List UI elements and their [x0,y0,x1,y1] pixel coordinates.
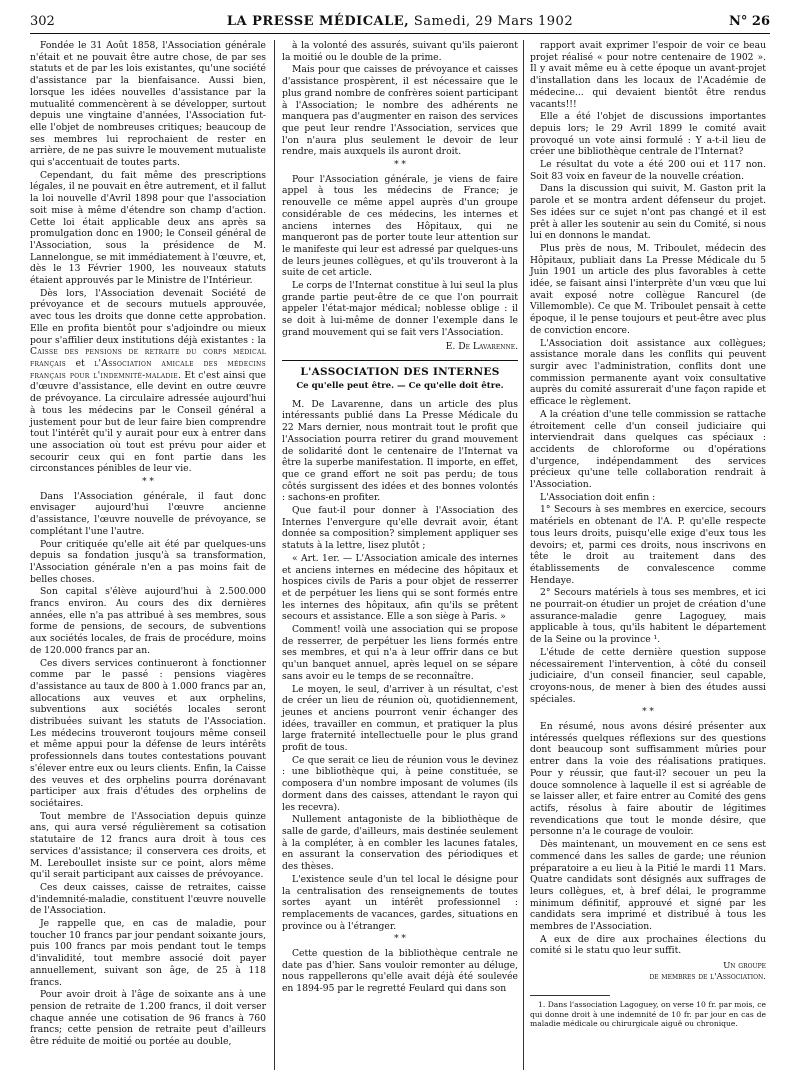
section-break-stars: * * [394,160,406,171]
issue-date: Samedi, 29 Mars 1902 [413,14,574,29]
paragraph: Elle a été l'objet de discussions importantes depuis lors; le 29 Avril 1899 le comité avait provoqué un vote ainsi formulé : Y a-t-il lieu de créer une bibliothèque centrale de l'Internat? [530,111,766,158]
paragraph: Cependant, du fait même des prescriptions légales, il ne pouvait en être autrement, et il fallut la loi nouvelle d'Avril 1898 pour que l'association soit mise à même d'étendre son champ d'action. Cette loi était applicable deux ans après sa promulgation donc en 1900; le Conseil général de l'Association, sous la présidence de M. Lannelongue, se mit immédiatement à l'œuvre, et, dès le 13 Février 1900, les nouveaux statuts étaient approuvés par le Ministre de l'Intérieur. [30,169,266,287]
paragraph: Pour critiquée qu'elle ait été par quelques-uns depuis sa fondation jusqu'à sa transformation, l'Association générale n'en a pas moins fait de belles choses. [30,538,266,585]
journal-title: LA PRESSE MÉDICALE, [226,14,410,29]
footnote-rule [530,995,610,996]
paragraph: Tout membre de l'Association depuis quinze ans, qui aura versé régulièrement sa cotisation statutaire de 12 francs aura droit à tous ces services d'assistance; il conservera ces droits, et M. Lereboullet insiste sur ce point, alors même qu'il serait participant aux caisses de prévoyance. [30,810,266,881]
paragraph: Ces deux caisses, caisse de retraites, caisse d'indemnité-maladie, constituent l'œuvre nouvelle de l'Association. [30,881,266,917]
paragraph: Je rappelle que, en cas de maladie, pour toucher 10 francs par jour pendant soixante jours, puis 100 francs par mois pendant tout le temps d'invalidité, tout membre associé doit payer annuellement, suivant son âge, de 25 à 118 francs. [30,918,266,988]
paragraph: à la volonté des assurés, suivant qu'ils paieront la moitié ou le double de la prime. [282,40,518,63]
paragraph: Pour l'Association générale, je viens de faire appel à tous les médecins de France; je renouvelle ce même appel auprès d'un groupe considérable de ces médecins, les internes et anciens internes des Hôpitaux, qui ne manqueront pas de porter toute leur attention sur le manifeste qui leur est adressé par quelques-uns de leurs jeunes collègues, et qu'ils trouveront à la suite de cet article. [282,173,518,279]
header-rule [30,33,770,34]
institution-name: Caisse des pensions de retraite du corps médical français [30,346,266,369]
article-title: L'ASSOCIATION DES INTERNES [300,366,500,379]
paragraph: Cette question de la bibliothèque centrale ne date pas d'hier. Sans vouloir remonter au déluge, nous rappellerons qu'elle avait déjà été soulevée en 1894-95 par le regretté Feulard qui dans son [282,948,518,995]
paragraph: Ces divers services continueront à fonctionner comme par le passé : pensions viagères d'assistance au taux de 800 à 1.000 francs par an, allocations aux veuves et aux orphelins, subventions aux sociétés locales seront distribuées suivant les statuts de l'Association. Les médecins trouveront toujours même conseil et même appui pour la défense de leurs intérêts professionnels dans toutes contestations pouvant s'élever entre eux ou leurs clients. Enfin, la Caisse des veuves et des orphelins pourra dorénavant participer aux frais d'études des orphelins de sociétaires. [30,657,266,809]
column-divider [523,40,524,1070]
paragraph: Mais pour que caisses de prévoyance et caisses d'assistance prospèrent, il est nécessaire que le plus grand nombre de confrères soient participant à l'Association; le nombre des adhérents ne manquera pas d'augmenter en raison des services que peut leur rendre l'Association, services que l'on n'aura plus seulement le devoir de leur rendre, mais auxquels ils auront droit. [282,64,518,158]
paragraph: A eux de dire aux prochaines élections du comité si le statu quo leur suffit. [530,933,766,957]
paragraph: Le corps de l'Internat constitue à lui seul la plus grande partie peut-être de ce que l'on pourrait appeler l'état-major médical; noblesse oblige : il se doit à lui-même de donner l'exemple dans le grand mouvement qui se fait vers l'Association. [282,280,518,338]
paragraph: L'Association doit assistance aux collègues; assistance morale dans les conflits qui peuvent surgir avec l'administration, conflits dont une commission permanente ayant voix consultative auprès du comité assurerait d'une façon rapide et efficace le règlement. [530,337,766,408]
paragraph: « Art. 1er. — L'Association amicale des internes et anciens internes en médecine des hôpitaux et hospices civils de Paris a pour objet de resserrer et de perpétuer les liens qui se sont formés entre les internes des hôpitaux, afin qu'ils se prêtent secours et assistance. Elle a son siège à Paris. » [282,552,518,623]
column-divider [274,40,275,1070]
column-2 [282,40,518,996]
signature-block [530,961,766,983]
section-break-stars: * * [142,477,154,488]
paragraph: Plus près de nous, M. Triboulet, médecin des Hôpitaux, publiait dans La Presse Médicale du 5 Juin 1901 un article des plus favorables à cette idée, se faisant ainsi l'interprète d'un vœu que lui avait exposé notre collègue Rancurel (de Villemomble). Ce que M. Triboulet pensait à cette époque, il le pense toujours et peut-être avec plus de conviction encore. [530,242,766,336]
footnote: 1. Dans l'association Lagoguey, on verse 10 fr. par mois, ce qui donne droit à une indemnité de 10 fr. par jour en cas de maladie médicale ou chirurgicale aiguë ou chronique. [530,1000,766,1029]
column-1 [30,40,266,1049]
text-run: et [75,357,85,369]
section-break-stars: * * [394,934,406,945]
paragraph: Son capital s'élève aujourd'hui à 2.500.000 francs environ. Au cours des dix dernières années, elle n'a pas attribué à ses membres, sous forme de pensions, de secours, de subventions aux sociétés locales, de frais de procédure, moins de 120.000 francs par an. [30,586,266,656]
paragraph: A la création d'une telle commission se rattache étroitement celle d'un conseil judiciaire qui interviendrait dans quelques cas spéciaux : accidents de chloroforme ou d'opérations d'urgence, indépendamment des services précieux qu'une telle collaboration rendrait à l'Association. [530,408,766,491]
paragraph: L'existence seule d'un tel local le désigne pour la centralisation des renseignements de toutes sortes ayant un intérêt professionnel : remplacements de vacances, gardes, situations en province ou à l'étranger. [282,873,518,932]
paragraph: 1° Secours à ses membres en exercice, secours matériels en obtenant de l'A. P. qu'elle respecte tous leurs droits, puisqu'elle exige d'eux tous les devoirs; et, parmi ces droits, nous inscrivons en tête le droit au traitement dans des établissements de convalescence comme Hendaye. [530,504,766,586]
paragraph: Ce que serait ce lieu de réunion vous le devinez : une bibliothèque qui, à peine constituée, se composera d'un nombre imposant de volumes (ils dorment dans des caisses, attendant le rayon qui les recevra). [282,754,518,813]
paragraph: Dans l'Association générale, il faut donc envisager aujourd'hui l'œuvre ancienne d'assistance, l'œuvre nouvelle de prévoyance, se complétant l'une l'autre. [30,490,266,537]
section-break-stars: * * [642,707,654,718]
paragraph: Dans la discussion qui suivit, M. Gaston prit la parole et se montra ardent défenseur du projet. Ses idées sur ce sujet n'ont pas changé et il est prêt à aller les soutenir au sein du Comité, si nous lui en donnons le mandat. [530,183,766,242]
paragraph [30,288,266,475]
paragraph: Le moyen, le seul, d'arriver à un résultat, c'est de créer un lieu de réunion où, quotidiennement, jeunes et anciens pourront venir échanger des idées, travailler en commun, et pratiquer la plus large fraternité intellectuelle pour le plus grand profit de tous. [282,683,518,754]
article-subtitle: Ce qu'elle peut être. — Ce qu'elle doit être. [296,380,504,391]
section-rule [282,360,518,361]
paragraph: Dès maintenant, un mouvement en ce sens est commencé dans les salles de garde; une réunion préparatoire a eu lieu à la Pitié le mardi 11 Mars. Quatre candidats sont désignés aux suffrages de leurs collègues, et, à bref délai, le programme minimum définitif, approuvé et signé par les candidats sera imprimé et distribué à tous les membres de l'Association. [530,839,766,933]
author-signature: E. De Lavarenne. [445,340,518,352]
column-3 [530,40,766,1029]
paragraph: L'Association doit enfin : [540,491,656,503]
text-run: Dès lors, l'Association devenait Société de prévoyance et de secours mutuels approuvée, avec tous les droits que donne cette approbation. Elle en profita bientôt pour s'adjoindre ou mieux pour s'affilier deux institutions déjà existantes : la [30,287,266,346]
paragraph: Comment! voilà une association qui se propose de resserrer, de perpétuer les liens formés entre ses membres, et qui n'a à leur offrir dans ce but qu'un banquet annuel, après lequel on se sépare sans avoir eu le temps de se reconnaître. [282,624,518,682]
signature-line: de membres de l'Association. [649,972,766,983]
signature-line: Un groupe [723,961,766,972]
paragraph: Le résultat du vote a été 200 oui et 117 non. Soit 83 voix en faveur de la nouvelle création. [530,159,766,182]
paragraph: rapport avait exprimer l'espoir de voir ce beau projet réalisé « pour notre centenaire de 1902 ». Il y avait même eu à cette époque un avant-projet d'installation dans les locaux de l'Académie de médecine... qui devaient bientôt être rendus vacants!!! [530,40,766,110]
paragraph: Que faut-il pour donner à l'Association des Internes l'envergure qu'elle devrait avoir, étant donnée sa composition? simplement appliquer ses statuts à la lettre, lisez plutôt ; [282,505,518,552]
institution-name: l'Association amicale des médecins français pour l'indemnité-maladie [30,357,266,381]
paragraph: L'étude de cette dernière question suppose nécessairement l'intervention, à côté du conseil judiciaire, d'un conseil financier, seul capable, croyons-nous, de mener à bien des études aussi spéciales. [530,646,766,705]
paragraph: Nullement antagoniste de la bibliothèque de salle de garde, d'ailleurs, mais destinée seulement à la compléter, à en combler les lacunes fatales, en assurant la conservation des périodiques et des thèses. [282,814,518,873]
page-number: 302 [30,14,55,29]
paragraph: 2° Secours matériels à tous ses membres, et ici ne pourrait-on étudier un projet de création d'une assurance-maladie genre Lagoguey, mais applicable à tous, qu'ils habitent le département de la Seine ou la province ¹. [530,587,766,646]
running-title [30,14,770,29]
paragraph: Pour avoir droit à l'âge de soixante ans à une pension de retraite de 1.200 francs, il doit verser chaque année une cotisation de 96 francs à 760 francs; cette pension de retraite peut d'ailleurs être réduite de moitié ou portée au double, [30,989,266,1048]
paragraph: M. De Lavarenne, dans un article des plus intéressants publié dans La Presse Médicale du 22 Mars dernier, nous montrait tout le profit que l'Association pourra retirer du grand mouvement de solidarité dont le centenaire de l'Internat va être la superbe manifestation. Il importe, en effet, que ce grand effort ne soit pas perdu; de tous côtés surgissent des idées et des bonnes volontés : sachons-en profiter. [282,398,518,504]
issue-number: N° 26 [729,14,770,29]
paragraph: En résumé, nous avons désiré présenter aux intéressés quelques réflexions sur des questions dont beaucoup sont suffisamment mûries pour entrer dans la voie des réalisations pratiques. Pour y réussir, que faut-il? secouer un peu la douce somnolence à laquelle il est si agréable de se laisser aller, et faire entrer au Comité des gens actifs, résolus à faire aboutir de légitimes revendications que tout le monde désire, que personne n'a le courage de vouloir. [530,721,766,838]
text-run: . Et c'est ainsi que d'œuvre d'assistance, elle devint en outre œuvre de prévoyance. La circulaire adressée aujourd'hui à tous les médecins par le Conseil général a justement pour but de leur faire bien comprendre tout l'intérêt qu'il y aurait pour eux à entrer dans une association où tout est prévu pour aider et secourir ceux qui en font partie dans les circonstances pénibles de leur vie. [30,369,266,475]
paragraph: Fondée le 31 Août 1858, l'Association générale n'était et ne pouvait être autre chose, de par ses statuts et de par les lois existantes, qu'une société d'assistance par la bienfaisance. Aussi bien, lorsque les idées nouvelles d'assistance par la mutualité commencèrent à se développer, surtout depuis une vingtaine d'années, l'Association fut-elle l'objet de nombreuses critiques; beaucoup de ses membres lui reprochaient de rester en arrière, de ne pas suivre le mouvement mutualiste qui s'accentuait de toutes parts. [30,40,266,169]
